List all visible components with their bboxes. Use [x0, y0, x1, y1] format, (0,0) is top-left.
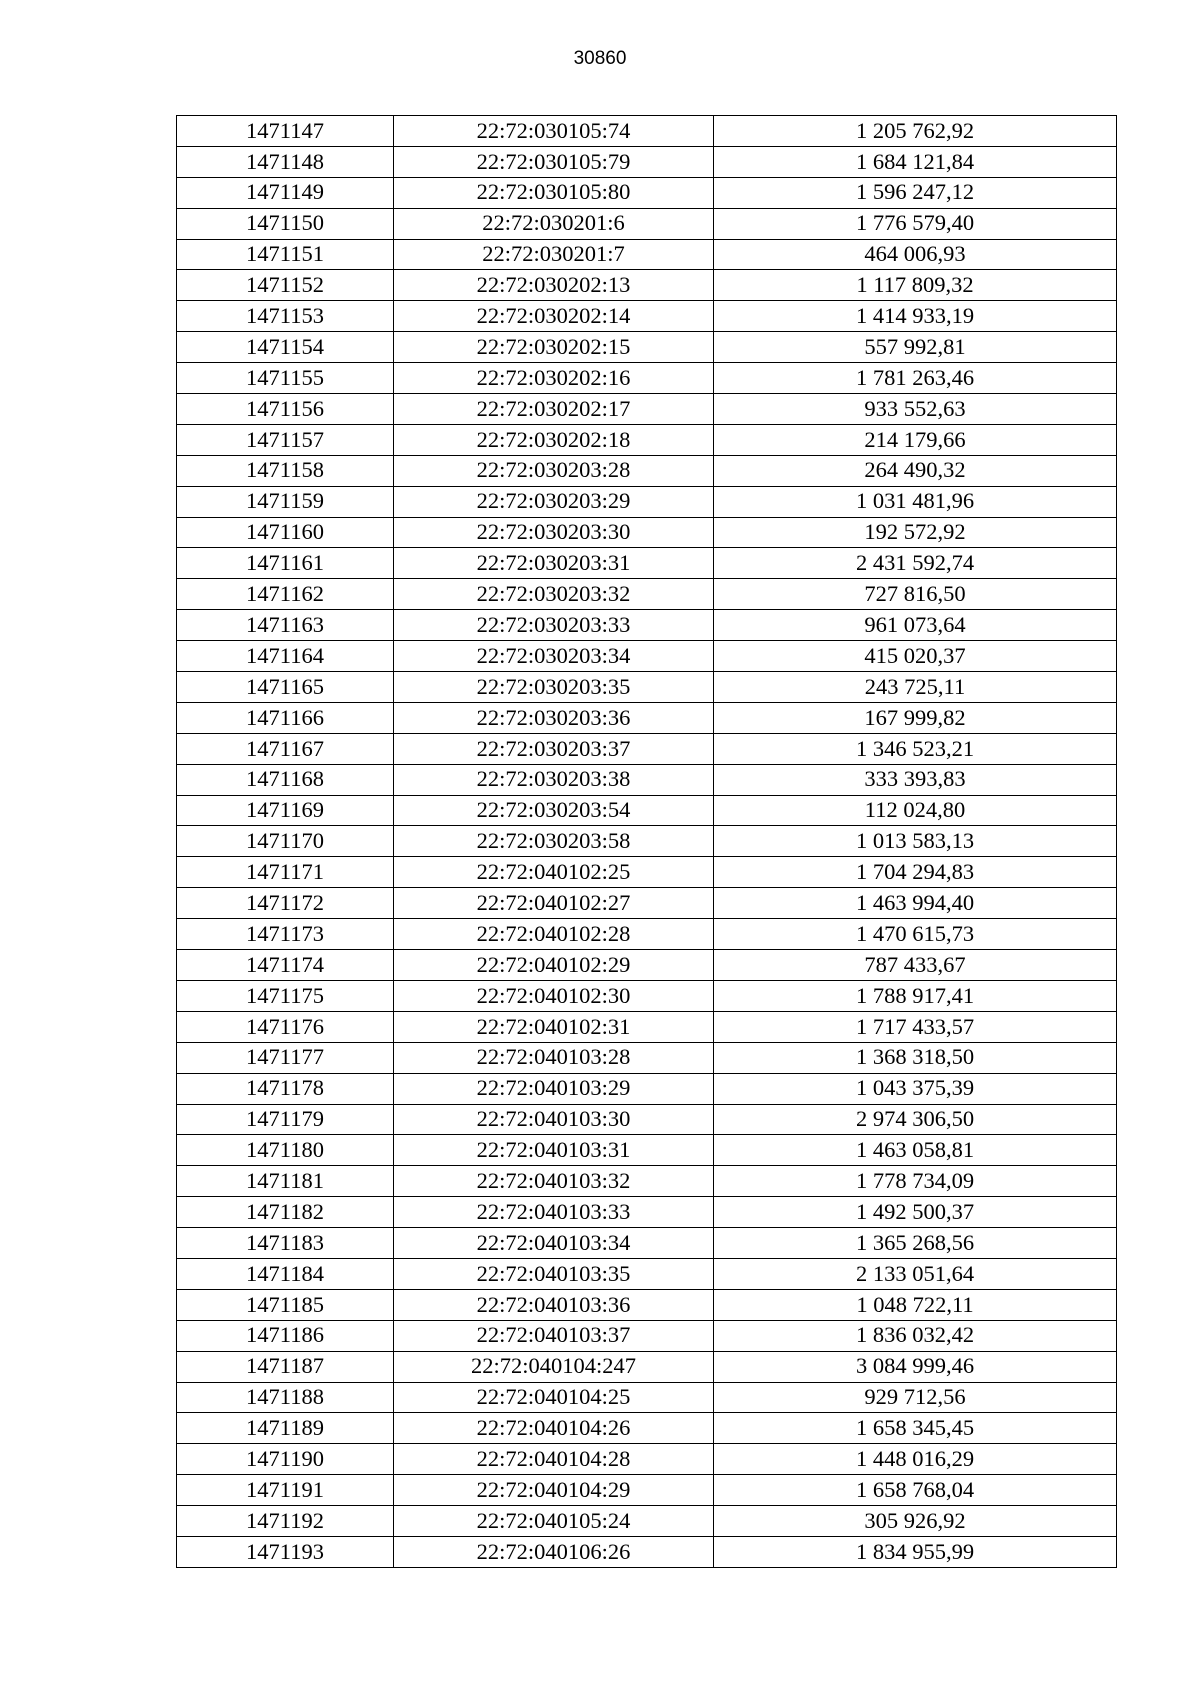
row-number-cell: 1471160: [177, 517, 394, 548]
cadastral-number-cell: 22:72:040105:24: [394, 1506, 714, 1537]
row-number-cell: 1471172: [177, 888, 394, 919]
cadastral-number-cell: 22:72:030203:36: [394, 702, 714, 733]
row-number-cell: 1471161: [177, 548, 394, 579]
value-cell: 787 433,67: [714, 950, 1117, 981]
value-cell: 464 006,93: [714, 239, 1117, 270]
value-cell: 1 492 500,37: [714, 1197, 1117, 1228]
row-number-cell: 1471175: [177, 980, 394, 1011]
table-row: [177, 548, 1117, 579]
value-cell: 2 431 592,74: [714, 548, 1117, 579]
value-cell: 1 596 247,12: [714, 177, 1117, 208]
cadastral-number-cell: 22:72:040104:26: [394, 1413, 714, 1444]
row-number-cell: 1471181: [177, 1166, 394, 1197]
row-number-cell: 1471174: [177, 950, 394, 981]
row-number-cell: 1471156: [177, 394, 394, 425]
row-number-cell: 1471177: [177, 1042, 394, 1073]
table-row: [177, 1536, 1117, 1567]
cadastral-number-cell: 22:72:030203:29: [394, 486, 714, 517]
cadastral-number-cell: 22:72:030201:6: [394, 208, 714, 239]
cadastral-number-cell: 22:72:030202:16: [394, 363, 714, 394]
value-cell: 1 778 734,09: [714, 1166, 1117, 1197]
row-number-cell: 1471154: [177, 332, 394, 363]
table-row: [177, 116, 1117, 147]
cadastral-number-cell: 22:72:040103:36: [394, 1289, 714, 1320]
table-row: [177, 1073, 1117, 1104]
table-row: [177, 486, 1117, 517]
table-row: [177, 1042, 1117, 1073]
cadastral-number-cell: 22:72:030203:31: [394, 548, 714, 579]
value-cell: 1 117 809,32: [714, 270, 1117, 301]
value-cell: 1 043 375,39: [714, 1073, 1117, 1104]
row-number-cell: 1471192: [177, 1506, 394, 1537]
table-row: [177, 1320, 1117, 1351]
table-row: [177, 270, 1117, 301]
cadastral-number-cell: 22:72:040102:27: [394, 888, 714, 919]
table-row: [177, 888, 1117, 919]
cadastral-number-cell: 22:72:040103:34: [394, 1228, 714, 1259]
table-row: [177, 455, 1117, 486]
value-cell: 214 179,66: [714, 424, 1117, 455]
row-number-cell: 1471179: [177, 1104, 394, 1135]
row-number-cell: 1471182: [177, 1197, 394, 1228]
table-row: [177, 579, 1117, 610]
cadastral-number-cell: 22:72:030203:58: [394, 826, 714, 857]
value-cell: 2 133 051,64: [714, 1258, 1117, 1289]
table-row: [177, 1413, 1117, 1444]
table-row: [177, 1351, 1117, 1382]
row-number-cell: 1471193: [177, 1536, 394, 1567]
value-cell: 112 024,80: [714, 795, 1117, 826]
value-cell: 1 368 318,50: [714, 1042, 1117, 1073]
page-number: 30860: [573, 48, 627, 69]
cadastral-number-cell: 22:72:040104:247: [394, 1351, 714, 1382]
value-cell: 727 816,50: [714, 579, 1117, 610]
row-number-cell: 1471191: [177, 1475, 394, 1506]
table-row: [177, 610, 1117, 641]
row-number-cell: 1471147: [177, 116, 394, 147]
value-cell: 3 084 999,46: [714, 1351, 1117, 1382]
table-row: [177, 641, 1117, 672]
value-cell: 1 834 955,99: [714, 1536, 1117, 1567]
table-row: [177, 1289, 1117, 1320]
table-row: [177, 702, 1117, 733]
table-row: [177, 1444, 1117, 1475]
table-row: [177, 1228, 1117, 1259]
table-row: [177, 1166, 1117, 1197]
table-row: [177, 733, 1117, 764]
cadastral-number-cell: 22:72:040103:33: [394, 1197, 714, 1228]
table-row: [177, 919, 1117, 950]
value-cell: 415 020,37: [714, 641, 1117, 672]
cadastral-number-cell: 22:72:030203:32: [394, 579, 714, 610]
value-cell: 1 048 722,11: [714, 1289, 1117, 1320]
cadastral-number-cell: 22:72:030203:38: [394, 764, 714, 795]
row-number-cell: 1471153: [177, 301, 394, 332]
row-number-cell: 1471150: [177, 208, 394, 239]
row-number-cell: 1471173: [177, 919, 394, 950]
value-cell: 1 463 994,40: [714, 888, 1117, 919]
cadastral-number-cell: 22:72:040103:32: [394, 1166, 714, 1197]
table-row: [177, 208, 1117, 239]
cadastral-number-cell: 22:72:030203:28: [394, 455, 714, 486]
cadastral-number-cell: 22:72:040103:37: [394, 1320, 714, 1351]
cadastral-number-cell: 22:72:030202:18: [394, 424, 714, 455]
value-cell: 1 470 615,73: [714, 919, 1117, 950]
value-cell: 1 013 583,13: [714, 826, 1117, 857]
table-row: [177, 301, 1117, 332]
table-row: [177, 672, 1117, 703]
cadastral-number-cell: 22:72:040103:28: [394, 1042, 714, 1073]
cadastral-number-cell: 22:72:040104:29: [394, 1475, 714, 1506]
row-number-cell: 1471151: [177, 239, 394, 270]
value-cell: 305 926,92: [714, 1506, 1117, 1537]
value-cell: 1 414 933,19: [714, 301, 1117, 332]
cadastral-number-cell: 22:72:030105:80: [394, 177, 714, 208]
row-number-cell: 1471180: [177, 1135, 394, 1166]
cadastral-number-cell: 22:72:030201:7: [394, 239, 714, 270]
value-cell: 1 788 917,41: [714, 980, 1117, 1011]
cadastral-number-cell: 22:72:030202:15: [394, 332, 714, 363]
value-cell: 1 346 523,21: [714, 733, 1117, 764]
value-cell: 1 031 481,96: [714, 486, 1117, 517]
value-cell: 1 448 016,29: [714, 1444, 1117, 1475]
row-number-cell: 1471168: [177, 764, 394, 795]
row-number-cell: 1471171: [177, 857, 394, 888]
row-number-cell: 1471152: [177, 270, 394, 301]
table-row: [177, 950, 1117, 981]
cadastral-number-cell: 22:72:030105:79: [394, 146, 714, 177]
table-row: [177, 1258, 1117, 1289]
row-number-cell: 1471169: [177, 795, 394, 826]
cadastral-number-cell: 22:72:040104:28: [394, 1444, 714, 1475]
value-cell: 1 658 345,45: [714, 1413, 1117, 1444]
row-number-cell: 1471190: [177, 1444, 394, 1475]
table-row: [177, 363, 1117, 394]
table-row: [177, 394, 1117, 425]
value-cell: 1 658 768,04: [714, 1475, 1117, 1506]
cadastral-number-cell: 22:72:030203:35: [394, 672, 714, 703]
table-row: [177, 1197, 1117, 1228]
cadastral-number-cell: 22:72:040104:25: [394, 1382, 714, 1413]
value-cell: 192 572,92: [714, 517, 1117, 548]
table-body: [177, 116, 1117, 1568]
row-number-cell: 1471159: [177, 486, 394, 517]
table-row: [177, 857, 1117, 888]
row-number-cell: 1471166: [177, 702, 394, 733]
row-number-cell: 1471155: [177, 363, 394, 394]
row-number-cell: 1471158: [177, 455, 394, 486]
row-number-cell: 1471165: [177, 672, 394, 703]
row-number-cell: 1471148: [177, 146, 394, 177]
row-number-cell: 1471163: [177, 610, 394, 641]
value-cell: 167 999,82: [714, 702, 1117, 733]
cadastral-number-cell: 22:72:030202:14: [394, 301, 714, 332]
table-row: [177, 795, 1117, 826]
row-number-cell: 1471149: [177, 177, 394, 208]
table-row: [177, 826, 1117, 857]
cadastral-number-cell: 22:72:040102:31: [394, 1011, 714, 1042]
data-table: [176, 115, 1117, 1568]
row-number-cell: 1471185: [177, 1289, 394, 1320]
value-cell: 557 992,81: [714, 332, 1117, 363]
row-number-cell: 1471162: [177, 579, 394, 610]
cadastral-number-cell: 22:72:040103:31: [394, 1135, 714, 1166]
table-row: [177, 1382, 1117, 1413]
row-number-cell: 1471167: [177, 733, 394, 764]
row-number-cell: 1471188: [177, 1382, 394, 1413]
row-number-cell: 1471184: [177, 1258, 394, 1289]
cadastral-number-cell: 22:72:040103:30: [394, 1104, 714, 1135]
value-cell: 1 365 268,56: [714, 1228, 1117, 1259]
table-row: [177, 177, 1117, 208]
table-row: [177, 1011, 1117, 1042]
value-cell: 933 552,63: [714, 394, 1117, 425]
table-row: [177, 980, 1117, 1011]
cadastral-number-cell: 22:72:030203:37: [394, 733, 714, 764]
value-cell: 333 393,83: [714, 764, 1117, 795]
table-row: [177, 1135, 1117, 1166]
table-row: [177, 332, 1117, 363]
table-row: [177, 424, 1117, 455]
table-row: [177, 146, 1117, 177]
row-number-cell: 1471186: [177, 1320, 394, 1351]
value-cell: 1 776 579,40: [714, 208, 1117, 239]
cadastral-number-cell: 22:72:040102:29: [394, 950, 714, 981]
table-row: [177, 1506, 1117, 1537]
value-cell: 1 463 058,81: [714, 1135, 1117, 1166]
cadastral-number-cell: 22:72:030202:13: [394, 270, 714, 301]
cadastral-number-cell: 22:72:030203:34: [394, 641, 714, 672]
cadastral-number-cell: 22:72:040103:29: [394, 1073, 714, 1104]
table-row: [177, 239, 1117, 270]
table-row: [177, 764, 1117, 795]
cadastral-number-cell: 22:72:040103:35: [394, 1258, 714, 1289]
cadastral-number-cell: 22:72:040102:30: [394, 980, 714, 1011]
cadastral-number-cell: 22:72:030203:30: [394, 517, 714, 548]
table-row: [177, 1104, 1117, 1135]
value-cell: 1 205 762,92: [714, 116, 1117, 147]
row-number-cell: 1471176: [177, 1011, 394, 1042]
value-cell: 1 717 433,57: [714, 1011, 1117, 1042]
row-number-cell: 1471183: [177, 1228, 394, 1259]
row-number-cell: 1471157: [177, 424, 394, 455]
value-cell: 243 725,11: [714, 672, 1117, 703]
row-number-cell: 1471164: [177, 641, 394, 672]
value-cell: 1 836 032,42: [714, 1320, 1117, 1351]
cadastral-number-cell: 22:72:030203:54: [394, 795, 714, 826]
value-cell: 1 781 263,46: [714, 363, 1117, 394]
table-row: [177, 1475, 1117, 1506]
cadastral-number-cell: 22:72:030105:74: [394, 116, 714, 147]
value-cell: 1 684 121,84: [714, 146, 1117, 177]
value-cell: 1 704 294,83: [714, 857, 1117, 888]
row-number-cell: 1471178: [177, 1073, 394, 1104]
value-cell: 2 974 306,50: [714, 1104, 1117, 1135]
row-number-cell: 1471187: [177, 1351, 394, 1382]
row-number-cell: 1471189: [177, 1413, 394, 1444]
value-cell: 929 712,56: [714, 1382, 1117, 1413]
cadastral-number-cell: 22:72:040102:28: [394, 919, 714, 950]
value-cell: 264 490,32: [714, 455, 1117, 486]
cadastral-number-cell: 22:72:030202:17: [394, 394, 714, 425]
row-number-cell: 1471170: [177, 826, 394, 857]
cadastral-number-cell: 22:72:030203:33: [394, 610, 714, 641]
table-row: [177, 517, 1117, 548]
cadastral-number-cell: 22:72:040102:25: [394, 857, 714, 888]
cadastral-number-cell: 22:72:040106:26: [394, 1536, 714, 1567]
value-cell: 961 073,64: [714, 610, 1117, 641]
